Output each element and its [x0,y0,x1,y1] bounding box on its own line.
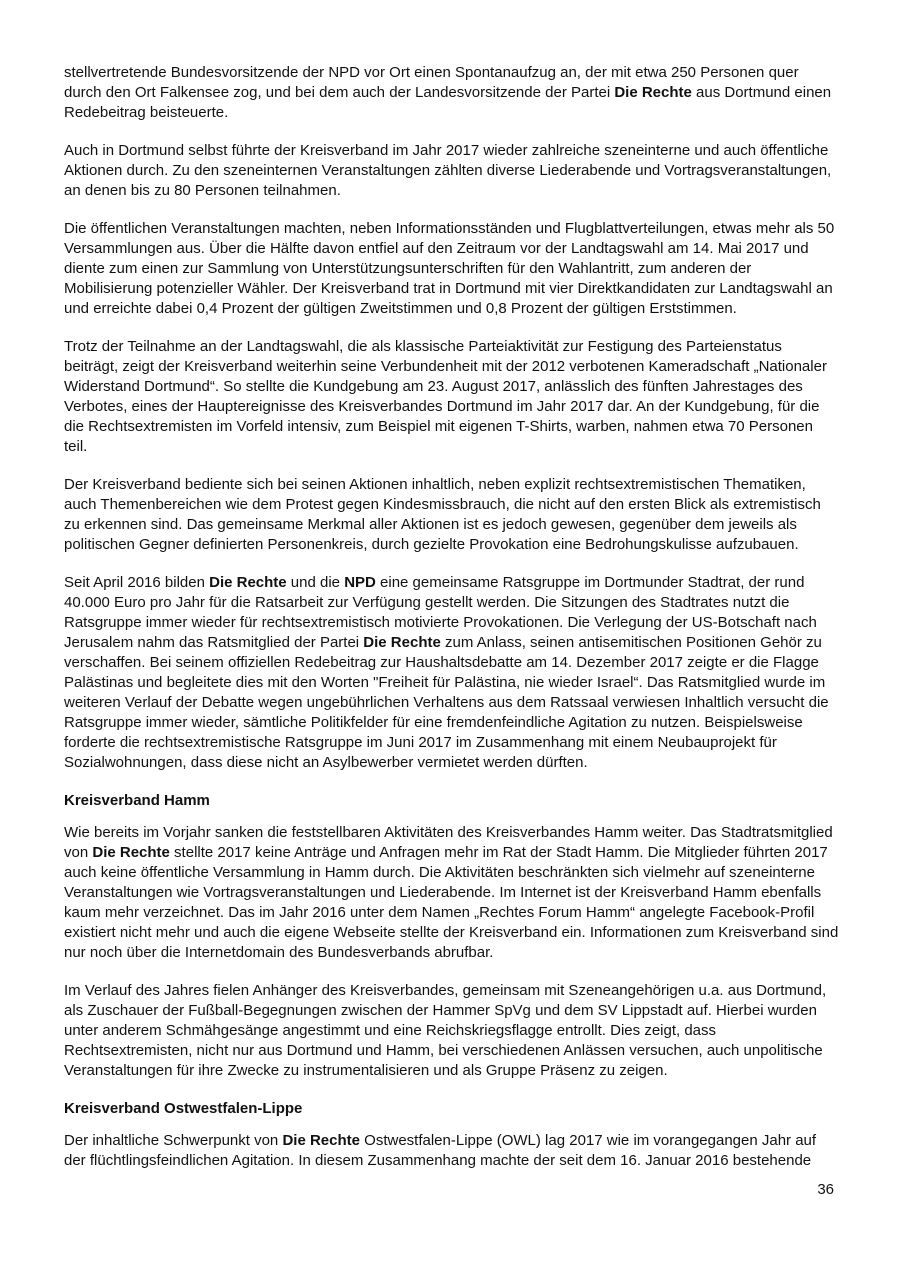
text: stellte 2017 keine Anträge und Anfragen mehr im Rat der Stadt Hamm. Die Mitglieder führten 2017 auch keine öffentliche Versammlung in Hamm durch. Die Aktivitäten beschränkten sich vielmehr auf szeneinterne Veranstaltungen wie Vortragsveranstaltungen und Liederabende. Im Internet ist der Kreisverband Hamm ebenfalls kaum mehr verzeichnet. Das im Jahr 2016 unter dem Namen „Rechtes Forum Hamm“ angelegte Facebook-Profil existiert nicht mehr und auch die eigene Webseite stellte der Kreisverband ein. Informationen zum Kreisverband sind nur noch über die Internetdomain des Bundesverbands abrufbar. [64,844,839,961]
heading-kreisverband-hamm: Kreisverband Hamm [64,792,210,809]
text: zum Anlass, seinen antisemitischen Positionen Gehör zu verschaffen. Bei seinem offiziellen Redebeitrag zur Haushaltsdebatte am 14. Dezember 2017 zeigte er die Flagge Palästinas und begleitete dies mit den Worten "Freiheit für Palästina, nie wieder Israel“. Das Ratsmitglied wurde im weiteren Verlauf der Debatte wegen ungebührlichen Verhaltens aus dem Ratssaal verwiesen Inhaltlich versucht die Ratsgruppe immer wieder, sämtliche Politikfelder für eine fremdenfeindliche Agitation zu nutzen. Beispielsweise forderte die rechtsextremistische Ratsgruppe im Juni 2017 im Zusammenhang mit einem Neubauprojekt für Sozialwohnungen, dass diese nicht an Asylbewerber vermietet werden dürften. [64,634,829,771]
text: eine gemeinsame Ratsgruppe im Dortmunder Stadtrat, der rund 40.000 Euro pro Jahr für die Ratsarbeit zur Verfügung gestellt werden. Die Sitzungen des Stadtrates nutzt die Ratsgruppe immer wieder für rechtsextremistisch motivierte Provokationen. Die Verlegung der US-Botschaft nach Jerusalem nahm das Ratsmitglied der Partei [64,574,817,651]
paragraph-landtagswahl: Trotz der Teilnahme an der Landtagswahl, die als klassische Parteiaktivität zur Festigung des Parteienstatus beiträgt, zeigt der Kreisverband weiterhin seine Verbundenheit mit der 2012 verbotenen Kameradschaft „Nationaler Widerstand Dortmund“. So stellte die Kundgebung am 23. August 2017, anlässlich des fünften Jahrestages des Verbotes, eines der Hauptereignisse des Kreisverbandes Dortmund im Jahr 2017 dar. An der Kundgebung, für die die Rechtsextremisten im Vorfeld intensiv, zum Beispiel mit eigenen T-Shirts, warben, nahmen etwa 70 Personen teil. [64,338,827,455]
paragraph-themes: Der Kreisverband bediente sich bei seinen Aktionen inhaltlich, neben explizit rechtsextremistischen Thematiken, auch Themenbereichen wie dem Protest gegen Kindesmissbrauch, die nicht auf den ersten Blick als extremistisch zu erkennen sind. Das gemeinsame Merkmal aller Aktionen ist es jedoch gewesen, gegenüber dem jeweils als politischen Gegner definierten Personenkreis, durch gezielte Provokation eine Bedrohungskulisse aufzubauen. [64,476,821,553]
paragraph-public-events: Die öffentlichen Veranstaltungen machten, neben Informationsständen und Flugblattverteilungen, etwas mehr als 50 Versammlungen aus. Über die Hälfte davon entfiel auf den Zeitraum vor der Landtagswahl am 14. Mai 2017 und diente zum einen zur Sammlung von Unterstützungsunterschriften für den Wahlantritt, zum anderen der Mobilisierung potenzieller Wähler. Der Kreisverband trat in Dortmund mit vier Direktkandidaten zur Landtagswahl an und erreichte dabei 0,4 Prozent der gültigen Zweitstimmen und 0,8 Prozent der gültigen Erststimmen. [64,220,835,317]
document-body [64,63,840,1189]
text: aus Dortmund einen Redebeitrag beisteuerte. [64,84,832,121]
paragraph-hamm-activity [64,823,840,963]
party-name: Die Rechte [282,1132,360,1149]
paragraph-dortmund-actions: Auch in Dortmund selbst führte der Kreisverband im Jahr 2017 wieder zahlreiche szeneinterne und auch öffentliche Aktionen durch. Zu den szeneinternen Veranstaltungen zählten diverse Liederabende und Vortragsveranstaltungen, an denen bis zu 80 Personen teilnahmen. [64,142,832,199]
text: stellvertretende Bundesvorsitzende der NPD vor Ort einen Spontanaufzug an, der mit etwa 250 Personen quer durch den Ort Falkensee zog, und bei dem auch der Landesvorsitzende der Partei [64,64,799,101]
text: Wie bereits im Vorjahr sanken die feststellbaren Aktivitäten des Kreisverbandes Hamm weiter. Das Stadtratsmitglied von [64,824,833,861]
page-number: 36 [817,1181,834,1198]
paragraph-owl [64,1131,840,1171]
paragraph-football: Im Verlauf des Jahres fielen Anhänger des Kreisverbandes, gemeinsam mit Szeneangehörigen u.a. aus Dortmund, als Zuschauer der Fußball-Begegnungen zwischen der Hammer SpVg und dem SV Lippstadt auf. Hierbei wurden unter anderem Schmähgesänge angestimmt und eine Reichskriegsflagge entrollt. Dies zeigt, dass Rechtsextremisten, nicht nur aus Dortmund und Hamm, bei verschiedenen Anlässen versuchen, auch unpolitische Veranstaltungen für ihre Zwecke zu instrumentalisieren und als Gruppe Präsenz zu zeigen. [64,982,827,1079]
heading-kreisverband-owl: Kreisverband Ostwestfalen-Lippe [64,1100,303,1117]
text: Der inhaltliche Schwerpunkt von [64,1132,283,1149]
party-name: Die Rechte [363,634,441,651]
text: Ostwestfalen-Lippe (OWL) lag 2017 wie im vorangegangen Jahr auf der flüchtlingsfeindlichen Agitation. In diesem Zusammenhang machte der seit dem 16. Januar 2016 bestehende [64,1132,817,1169]
paragraph-falkensee [64,63,840,123]
text: und die [286,574,345,591]
text: Seit April 2016 bilden [64,574,210,591]
party-name: Die Rechte [209,574,287,591]
party-name: NPD [344,574,376,591]
party-name: Die Rechte [92,844,170,861]
paragraph-ratsgruppe [64,573,840,773]
party-name: Die Rechte [614,84,692,101]
